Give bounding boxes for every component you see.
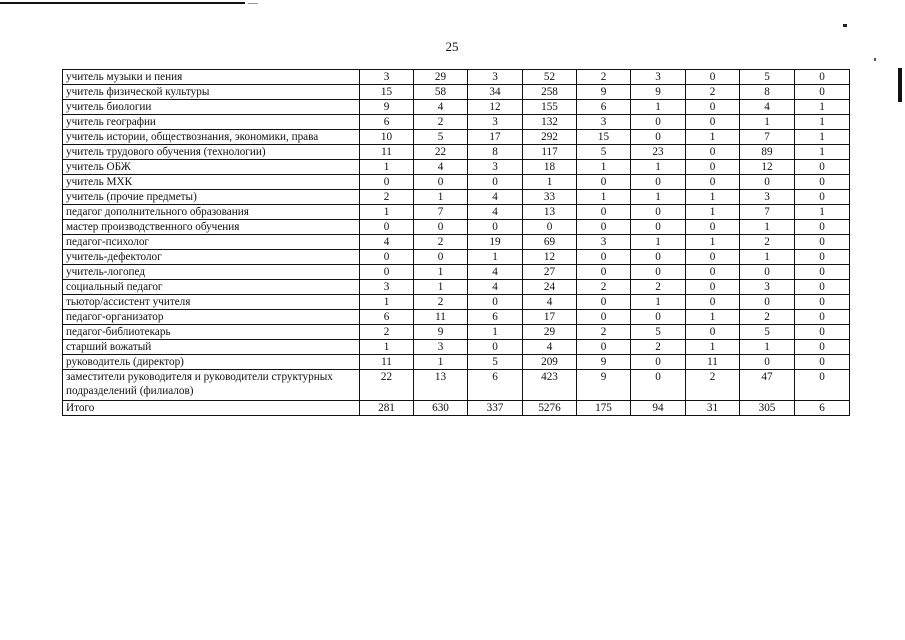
table-cell: 0 bbox=[631, 220, 686, 235]
table-cell: 0 bbox=[577, 175, 631, 190]
table-cell: 0 bbox=[795, 235, 850, 250]
table-cell: 94 bbox=[631, 401, 686, 416]
table-row bbox=[63, 355, 850, 370]
table-cell: 1 bbox=[740, 115, 795, 130]
table-cell: 0 bbox=[795, 355, 850, 370]
table-row bbox=[63, 325, 850, 340]
table-cell: 117 bbox=[523, 145, 577, 160]
table-cell: 1 bbox=[577, 160, 631, 175]
table-cell: 2 bbox=[686, 85, 740, 100]
table-cell: 2 bbox=[577, 70, 631, 85]
table-cell: 0 bbox=[795, 280, 850, 295]
table-cell: 0 bbox=[360, 250, 414, 265]
table-cell: 2 bbox=[686, 370, 740, 401]
table-cell: 2 bbox=[577, 325, 631, 340]
table-cell: 0 bbox=[686, 250, 740, 265]
table-cell: 0 bbox=[686, 295, 740, 310]
table-cell: 1 bbox=[414, 265, 468, 280]
row-label: тьютор/ассистент учителя bbox=[63, 295, 360, 310]
table-cell: 9 bbox=[577, 85, 631, 100]
table-cell: 22 bbox=[360, 370, 414, 401]
table-row bbox=[63, 250, 850, 265]
table-cell: 0 bbox=[360, 220, 414, 235]
table-cell: 0 bbox=[577, 205, 631, 220]
row-label: педагог-организатор bbox=[63, 310, 360, 325]
table-cell: 5 bbox=[577, 145, 631, 160]
table-cell: 2 bbox=[414, 115, 468, 130]
table-cell: 0 bbox=[795, 70, 850, 85]
table-cell: 0 bbox=[686, 145, 740, 160]
table-cell: 8 bbox=[740, 85, 795, 100]
table-cell: 11 bbox=[360, 145, 414, 160]
top-rule-tail bbox=[248, 3, 258, 4]
table-row bbox=[63, 265, 850, 280]
table-row bbox=[63, 70, 850, 85]
table-cell: 0 bbox=[686, 70, 740, 85]
table-cell: 3 bbox=[631, 70, 686, 85]
table-cell: 1 bbox=[360, 340, 414, 355]
table-cell: 0 bbox=[577, 250, 631, 265]
row-label: мастер производственного обучения bbox=[63, 220, 360, 235]
table-cell: 0 bbox=[631, 310, 686, 325]
table-cell: 0 bbox=[631, 115, 686, 130]
table-cell: 11 bbox=[414, 310, 468, 325]
table-cell: 5 bbox=[414, 130, 468, 145]
row-label: педагог-библиотекарь bbox=[63, 325, 360, 340]
table-cell: 0 bbox=[795, 265, 850, 280]
table-cell: 9 bbox=[577, 370, 631, 401]
table-cell: 0 bbox=[795, 250, 850, 265]
table-cell: 3 bbox=[360, 70, 414, 85]
table-cell: 1 bbox=[686, 130, 740, 145]
table-cell: 29 bbox=[523, 325, 577, 340]
table-cell: 18 bbox=[523, 160, 577, 175]
row-label: учитель биологии bbox=[63, 100, 360, 115]
table-cell: 0 bbox=[795, 220, 850, 235]
row-label: педагог дополнительного образования bbox=[63, 205, 360, 220]
table-cell: 9 bbox=[414, 325, 468, 340]
table-cell: 3 bbox=[740, 190, 795, 205]
table-cell: 0 bbox=[631, 205, 686, 220]
table-cell: 0 bbox=[686, 175, 740, 190]
row-label: учитель-дефектолог bbox=[63, 250, 360, 265]
table-cell: 0 bbox=[795, 160, 850, 175]
table-cell: 209 bbox=[523, 355, 577, 370]
table-cell: 1 bbox=[795, 115, 850, 130]
table-cell: 0 bbox=[795, 340, 850, 355]
table-row bbox=[63, 115, 850, 130]
table-cell: 0 bbox=[795, 85, 850, 100]
table-cell: 337 bbox=[468, 401, 523, 416]
table-cell: 2 bbox=[740, 235, 795, 250]
table-cell: 7 bbox=[740, 205, 795, 220]
table-cell: 12 bbox=[740, 160, 795, 175]
row-label: учитель истории, обществознания, экономики, права bbox=[63, 130, 360, 145]
table-cell: 2 bbox=[631, 280, 686, 295]
table-cell: 5 bbox=[740, 70, 795, 85]
row-label: учитель музыки и пения bbox=[63, 70, 360, 85]
table-cell: 69 bbox=[523, 235, 577, 250]
table-cell: 3 bbox=[468, 160, 523, 175]
table-cell: 0 bbox=[468, 340, 523, 355]
table-cell: 1 bbox=[795, 100, 850, 115]
table-cell: 1 bbox=[414, 280, 468, 295]
table-cell: 0 bbox=[631, 370, 686, 401]
table-cell: 3 bbox=[360, 280, 414, 295]
table-cell: 15 bbox=[577, 130, 631, 145]
table-row bbox=[63, 85, 850, 100]
table-cell: 0 bbox=[414, 250, 468, 265]
table-row bbox=[63, 280, 850, 295]
table-cell: 281 bbox=[360, 401, 414, 416]
table-row bbox=[63, 340, 850, 355]
table-cell: 2 bbox=[414, 235, 468, 250]
table-cell: 0 bbox=[631, 130, 686, 145]
table-cell: 1 bbox=[740, 250, 795, 265]
table-cell: 0 bbox=[631, 355, 686, 370]
table-cell: 6 bbox=[360, 115, 414, 130]
row-label: старший вожатый bbox=[63, 340, 360, 355]
table-cell: 0 bbox=[795, 295, 850, 310]
table-cell: 0 bbox=[360, 265, 414, 280]
table-cell: 1 bbox=[523, 175, 577, 190]
table-cell: 2 bbox=[631, 340, 686, 355]
table-cell: 24 bbox=[523, 280, 577, 295]
table-cell: 630 bbox=[414, 401, 468, 416]
table-cell: 19 bbox=[468, 235, 523, 250]
row-label: заместители руководителя и руководители структурных подразделений (филиалов) bbox=[63, 370, 360, 401]
table-cell: 0 bbox=[795, 310, 850, 325]
table-cell: 2 bbox=[414, 295, 468, 310]
page-number: 25 bbox=[445, 39, 459, 54]
table-row bbox=[63, 295, 850, 310]
table-cell: 3 bbox=[577, 235, 631, 250]
table-cell: 1 bbox=[414, 355, 468, 370]
table-cell: 6 bbox=[795, 401, 850, 416]
table-cell: 7 bbox=[414, 205, 468, 220]
table-cell: 9 bbox=[577, 355, 631, 370]
table-cell: 47 bbox=[740, 370, 795, 401]
row-label: учитель физической культуры bbox=[63, 85, 360, 100]
table-cell: 4 bbox=[523, 340, 577, 355]
table-cell: 3 bbox=[468, 70, 523, 85]
table-cell: 0 bbox=[740, 355, 795, 370]
table-cell: 0 bbox=[468, 295, 523, 310]
table-cell: 1 bbox=[577, 190, 631, 205]
table-cell: 4 bbox=[468, 190, 523, 205]
table-cell: 0 bbox=[414, 175, 468, 190]
table-cell: 15 bbox=[360, 85, 414, 100]
row-label: социальный педагог bbox=[63, 280, 360, 295]
table-row bbox=[63, 160, 850, 175]
row-label: учитель трудового обучения (технологии) bbox=[63, 145, 360, 160]
table-cell: 3 bbox=[468, 115, 523, 130]
table-cell: 6 bbox=[468, 310, 523, 325]
table-row bbox=[63, 310, 850, 325]
table-cell: 12 bbox=[523, 250, 577, 265]
row-label: учитель географии bbox=[63, 115, 360, 130]
table-cell: 6 bbox=[468, 370, 523, 401]
row-label: педагог-психолог bbox=[63, 235, 360, 250]
table-cell: 23 bbox=[631, 145, 686, 160]
table-cell: 12 bbox=[468, 100, 523, 115]
table-cell: 29 bbox=[414, 70, 468, 85]
table-cell: 155 bbox=[523, 100, 577, 115]
table-cell: 1 bbox=[686, 205, 740, 220]
top-rule bbox=[0, 2, 245, 4]
table-cell: 0 bbox=[631, 175, 686, 190]
row-label: учитель ОБЖ bbox=[63, 160, 360, 175]
table-cell: 17 bbox=[523, 310, 577, 325]
table-cell: 13 bbox=[523, 205, 577, 220]
table-cell: 292 bbox=[523, 130, 577, 145]
table-cell: 13 bbox=[414, 370, 468, 401]
table-row bbox=[63, 401, 850, 416]
table-cell: 1 bbox=[631, 295, 686, 310]
table-cell: 4 bbox=[468, 265, 523, 280]
table-cell: 2 bbox=[360, 325, 414, 340]
table-cell: 305 bbox=[740, 401, 795, 416]
table-cell: 1 bbox=[360, 160, 414, 175]
table-cell: 4 bbox=[523, 295, 577, 310]
table-cell: 10 bbox=[360, 130, 414, 145]
table-cell: 52 bbox=[523, 70, 577, 85]
table-cell: 1 bbox=[631, 235, 686, 250]
row-label: учитель-логопед bbox=[63, 265, 360, 280]
table-cell: 2 bbox=[360, 190, 414, 205]
table-cell: 0 bbox=[523, 220, 577, 235]
table-cell: 1 bbox=[360, 295, 414, 310]
table-cell: 0 bbox=[468, 175, 523, 190]
table-row bbox=[63, 235, 850, 250]
table-cell: 0 bbox=[577, 265, 631, 280]
table-cell: 11 bbox=[686, 355, 740, 370]
table-row bbox=[63, 130, 850, 145]
table-cell: 4 bbox=[468, 205, 523, 220]
row-label: учитель МХК bbox=[63, 175, 360, 190]
table-cell: 132 bbox=[523, 115, 577, 130]
table-cell: 0 bbox=[631, 250, 686, 265]
table-cell: 0 bbox=[414, 220, 468, 235]
table-cell: 5 bbox=[468, 355, 523, 370]
table-row bbox=[63, 175, 850, 190]
table-cell: 0 bbox=[577, 310, 631, 325]
table-cell: 0 bbox=[740, 265, 795, 280]
table-cell: 9 bbox=[631, 85, 686, 100]
table-cell: 0 bbox=[795, 325, 850, 340]
table-cell: 1 bbox=[414, 190, 468, 205]
row-label: Итого bbox=[63, 401, 360, 416]
table-cell: 1 bbox=[686, 190, 740, 205]
table-cell: 22 bbox=[414, 145, 468, 160]
table-cell: 4 bbox=[414, 160, 468, 175]
table-cell: 58 bbox=[414, 85, 468, 100]
table-cell: 4 bbox=[740, 100, 795, 115]
table-cell: 7 bbox=[740, 130, 795, 145]
row-label: учитель (прочие предметы) bbox=[63, 190, 360, 205]
table-cell: 5276 bbox=[523, 401, 577, 416]
scan-edge-mark bbox=[898, 68, 902, 102]
table-cell: 258 bbox=[523, 85, 577, 100]
table-row bbox=[63, 205, 850, 220]
table-cell: 0 bbox=[686, 220, 740, 235]
table-cell: 9 bbox=[360, 100, 414, 115]
table-cell: 1 bbox=[795, 130, 850, 145]
table-cell: 2 bbox=[740, 310, 795, 325]
table-cell: 1 bbox=[468, 250, 523, 265]
table-cell: 0 bbox=[360, 175, 414, 190]
table-row bbox=[63, 100, 850, 115]
table-cell: 89 bbox=[740, 145, 795, 160]
table-row bbox=[63, 190, 850, 205]
scan-mark bbox=[843, 24, 847, 27]
table-cell: 0 bbox=[740, 295, 795, 310]
table-cell: 0 bbox=[468, 220, 523, 235]
table-cell: 2 bbox=[577, 280, 631, 295]
table-cell: 0 bbox=[631, 265, 686, 280]
table-cell: 31 bbox=[686, 401, 740, 416]
table-cell: 27 bbox=[523, 265, 577, 280]
table-cell: 8 bbox=[468, 145, 523, 160]
scan-mark bbox=[874, 58, 876, 61]
table-cell: 1 bbox=[360, 205, 414, 220]
table-cell: 0 bbox=[686, 115, 740, 130]
table-cell: 34 bbox=[468, 85, 523, 100]
table-cell: 1 bbox=[631, 160, 686, 175]
table-cell: 1 bbox=[795, 145, 850, 160]
table-cell: 4 bbox=[414, 100, 468, 115]
table-cell: 4 bbox=[360, 235, 414, 250]
table-cell: 3 bbox=[577, 115, 631, 130]
table-cell: 1 bbox=[631, 190, 686, 205]
table-cell: 1 bbox=[740, 340, 795, 355]
table-cell: 5 bbox=[631, 325, 686, 340]
table-cell: 0 bbox=[795, 370, 850, 401]
table-cell: 0 bbox=[577, 295, 631, 310]
table-cell: 33 bbox=[523, 190, 577, 205]
table-cell: 0 bbox=[740, 175, 795, 190]
table-cell: 1 bbox=[686, 235, 740, 250]
table-cell: 1 bbox=[686, 340, 740, 355]
table-cell: 0 bbox=[686, 325, 740, 340]
table-cell: 11 bbox=[360, 355, 414, 370]
table-cell: 1 bbox=[686, 310, 740, 325]
table-cell: 1 bbox=[468, 325, 523, 340]
table-cell: 5 bbox=[740, 325, 795, 340]
table-cell: 1 bbox=[631, 100, 686, 115]
table-cell: 0 bbox=[686, 100, 740, 115]
table-cell: 3 bbox=[740, 280, 795, 295]
table-cell: 0 bbox=[795, 190, 850, 205]
table-cell: 6 bbox=[360, 310, 414, 325]
table-cell: 0 bbox=[686, 280, 740, 295]
table-body bbox=[63, 70, 850, 416]
table-cell: 1 bbox=[795, 205, 850, 220]
statistics-table bbox=[62, 69, 850, 416]
row-label: руководитель (директор) bbox=[63, 355, 360, 370]
table-cell: 4 bbox=[468, 280, 523, 295]
table-cell: 0 bbox=[577, 220, 631, 235]
table-row bbox=[63, 370, 850, 401]
table-cell: 175 bbox=[577, 401, 631, 416]
table-cell: 1 bbox=[740, 220, 795, 235]
table-row bbox=[63, 145, 850, 160]
table-cell: 6 bbox=[577, 100, 631, 115]
table-cell: 0 bbox=[795, 175, 850, 190]
table-row bbox=[63, 220, 850, 235]
table-cell: 0 bbox=[686, 265, 740, 280]
table-cell: 0 bbox=[577, 340, 631, 355]
table-cell: 423 bbox=[523, 370, 577, 401]
table-cell: 0 bbox=[686, 160, 740, 175]
table-cell: 17 bbox=[468, 130, 523, 145]
table-cell: 3 bbox=[414, 340, 468, 355]
